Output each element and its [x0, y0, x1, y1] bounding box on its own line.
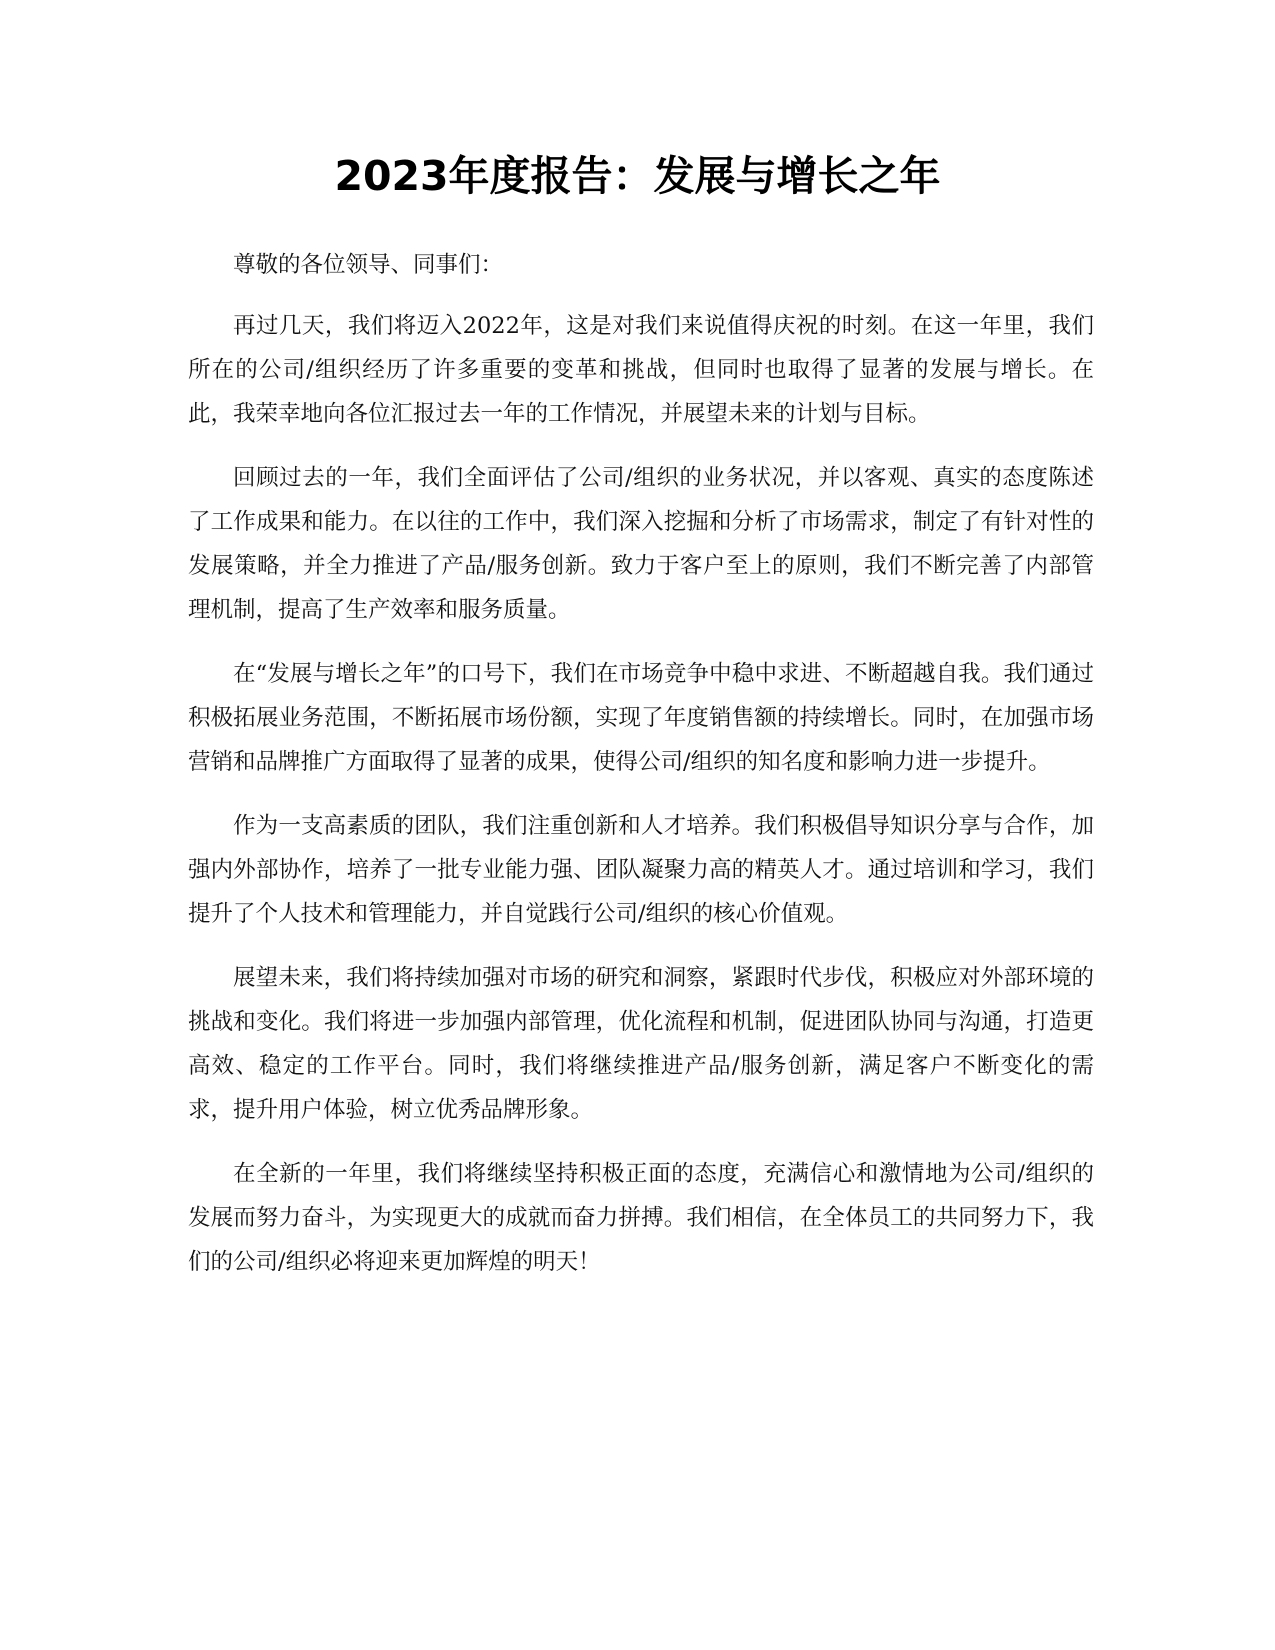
document-body [188, 243, 1094, 1304]
paragraph-3: 在“发展与增长之年”的口号下，我们在市场竞争中稳中求进、不断超越自我。我们通过积极拓展业务范围，不断拓展市场份额，实现了年度销售额的持续增长。同时，在加强市场营销和品牌推广方面取得了显著的成果，使得公司/组织的知名度和影响力进一步提升。 [188, 661, 1094, 775]
paragraph-2: 回顾过去的一年，我们全面评估了公司/组织的业务状况，并以客观、真实的态度陈述了工作成果和能力。在以往的工作中，我们深入挖掘和分析了市场需求，制定了有针对性的发展策略，并全力推进了产品/服务创新。致力于客户至上的原则，我们不断完善了内部管理机制，提高了生产效率和服务质量。 [188, 465, 1094, 623]
greeting: 尊敬的各位领导、同事们： [233, 252, 504, 278]
paragraph-1: 再过几天，我们将迈入2022年，这是对我们来说值得庆祝的时刻。在这一年里，我们所在的公司/组织经历了许多重要的变革和挑战，但同时也取得了显著的发展与增长。在此，我荣幸地向各位汇报过去一年的工作情况，并展望未来的计划与目标。 [188, 313, 1094, 427]
paragraph-6: 在全新的一年里，我们将继续坚持积极正面的态度，充满信心和激情地为公司/组织的发展而努力奋斗，为实现更大的成就而奋力拼搏。我们相信，在全体员工的共同努力下，我们的公司/组织必将迎来更加辉煌的明天！ [188, 1161, 1094, 1275]
paragraph-4: 作为一支高素质的团队，我们注重创新和人才培养。我们积极倡导知识分享与合作，加强内外部协作，培养了一批专业能力强、团队凝聚力高的精英人才。通过培训和学习，我们提升了个人技术和管理能力，并自觉践行公司/组织的核心价值观。 [188, 813, 1094, 927]
document-title: 2023年度报告：发展与增长之年 [334, 152, 941, 200]
paragraph-5: 展望未来，我们将持续加强对市场的研究和洞察，紧跟时代步伐，积极应对外部环境的挑战和变化。我们将进一步加强内部管理，优化流程和机制，促进团队协同与沟通，打造更高效、稳定的工作平台。同时，我们将继续推进产品/服务创新，满足客户不断变化的需求，提升用户体验，树立优秀品牌形象。 [188, 965, 1094, 1123]
